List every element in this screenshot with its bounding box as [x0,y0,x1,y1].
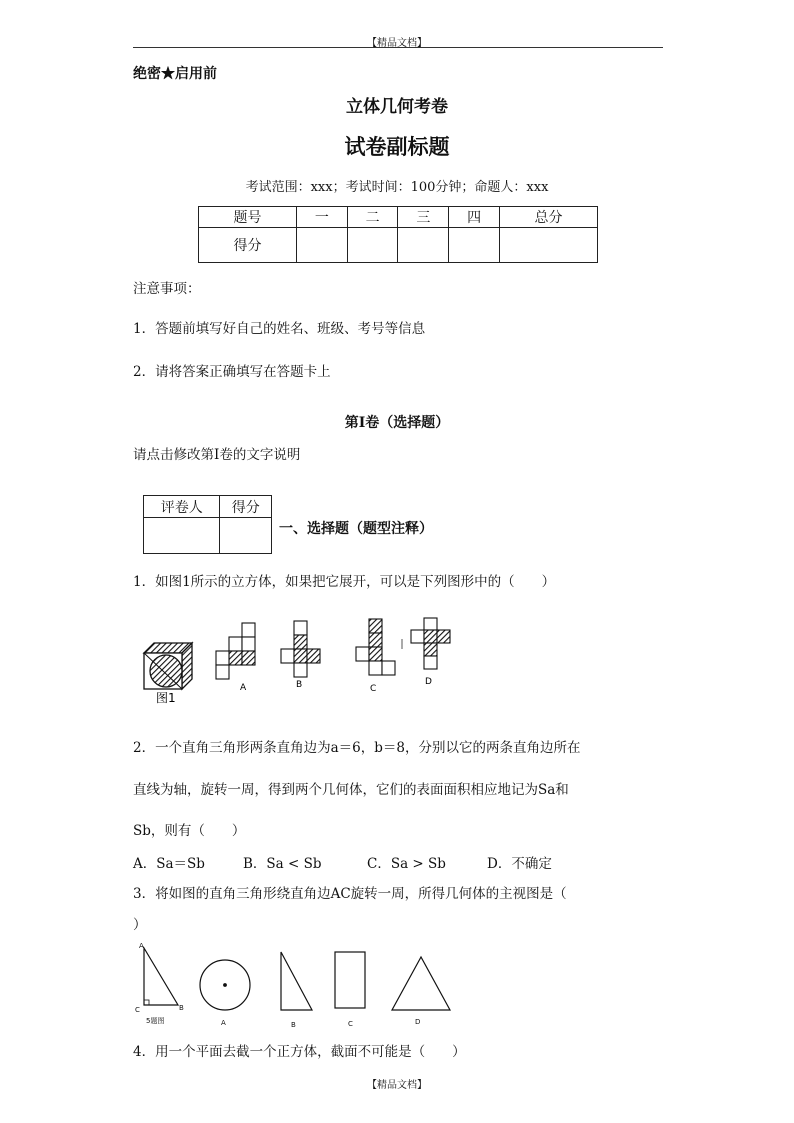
notes-title: 注意事项： [133,281,201,297]
option-c-rectangle [335,952,365,1008]
circle-center-dot [224,984,227,987]
net-option-d [411,618,450,669]
net-option-a [216,623,255,679]
option-d-triangle [392,957,450,1010]
question-3-line: 3．将如图的直角三角形绕直角边AC旋转一周，所得几何体的主视图是（ [133,886,567,902]
grader-header-cell: 得分 [220,496,272,518]
figure-caption: 5题图 [146,1017,165,1025]
score-cell[interactable] [499,228,597,263]
score-header-cell: 四 [449,207,500,228]
vertex-a-label: A [139,942,144,950]
grader-header-cell: 评卷人 [144,496,220,518]
figure-1-label: 图1 [156,691,176,705]
question-2-line: 直线为轴，旋转一周，得到两个几何体，它们的表面面积相应地记为Sa和 [133,782,569,798]
option-c-label: C [370,684,377,694]
exam-info: 考试范围：xxx；考试时间：100分钟；命题人：xxx [245,180,549,195]
secret-label: 绝密★启用前 [133,66,217,82]
question-4-text: 4．用一个平面去截一个正方体，截面不可能是（ ） [133,1044,466,1060]
question-3-line: ） [133,917,147,933]
part1-title: 第I卷（选择题） [344,415,450,431]
q3-option-b-label: B [291,1021,296,1029]
question-1-text: 1．如图1所示的立方体，如果把它展开，可以是下列图形中的（ ） [133,574,556,590]
question-3-figure [130,940,460,1030]
note-item: 2．请将答案正确填写在答题卡上 [133,364,331,380]
page-subtitle: 试卷副标题 [344,134,450,159]
page-header: 【精品文档】 [367,38,427,49]
header-rule [133,47,663,48]
score-cell[interactable] [449,228,500,263]
grader-table [143,495,272,554]
vertex-c-label: C [135,1006,140,1014]
vertex-b-label: B [179,1004,184,1012]
note-item: 1．答题前填写好自己的姓名、班级、考号等信息 [133,321,426,337]
option-d-label: D [425,677,432,687]
q3-option-c-label: C [348,1020,353,1028]
grader-cell[interactable] [220,518,272,554]
question-2-option-c: C．Sa > Sb [367,856,446,872]
score-header-cell: 总分 [499,207,597,228]
question-2-line: 2．一个直角三角形两条直角边为a＝6，b＝8，分别以它的两条直角边所在 [133,740,581,756]
option-b-triangle [281,952,312,1010]
option-a-label: A [240,683,247,693]
question-2-option-b: B．Sa < Sb [243,856,322,872]
score-table [198,206,598,263]
cube-figure [144,643,192,689]
net-option-b [281,621,320,677]
right-triangle-figure [144,948,178,1005]
section1-title: 一、选择题（题型注释） [279,521,433,537]
question-2-option-d: D．不确定 [487,856,552,872]
question-2-line: Sb，则有（ ） [133,823,246,839]
question-2-option-a: A．Sa＝Sb [133,856,205,872]
net-option-c [356,619,395,675]
q3-option-d-label: D [415,1018,421,1026]
score-header-cell: 二 [347,207,398,228]
score-cell[interactable] [297,228,348,263]
page-title: 立体几何考卷 [346,97,448,117]
score-header-cell: 一 [297,207,348,228]
score-header-cell: 题号 [199,207,297,228]
q3-option-a-label: A [221,1019,226,1027]
grader-cell[interactable] [144,518,220,554]
question-1-figure [130,605,470,710]
score-row-label: 得分 [199,228,297,263]
part1-desc: 请点击修改第I卷的文字说明 [133,447,301,463]
score-cell[interactable] [347,228,398,263]
score-header-cell: 三 [398,207,449,228]
option-b-label: B [296,680,303,690]
page-footer: 【精品文档】 [367,1080,427,1091]
score-cell[interactable] [398,228,449,263]
